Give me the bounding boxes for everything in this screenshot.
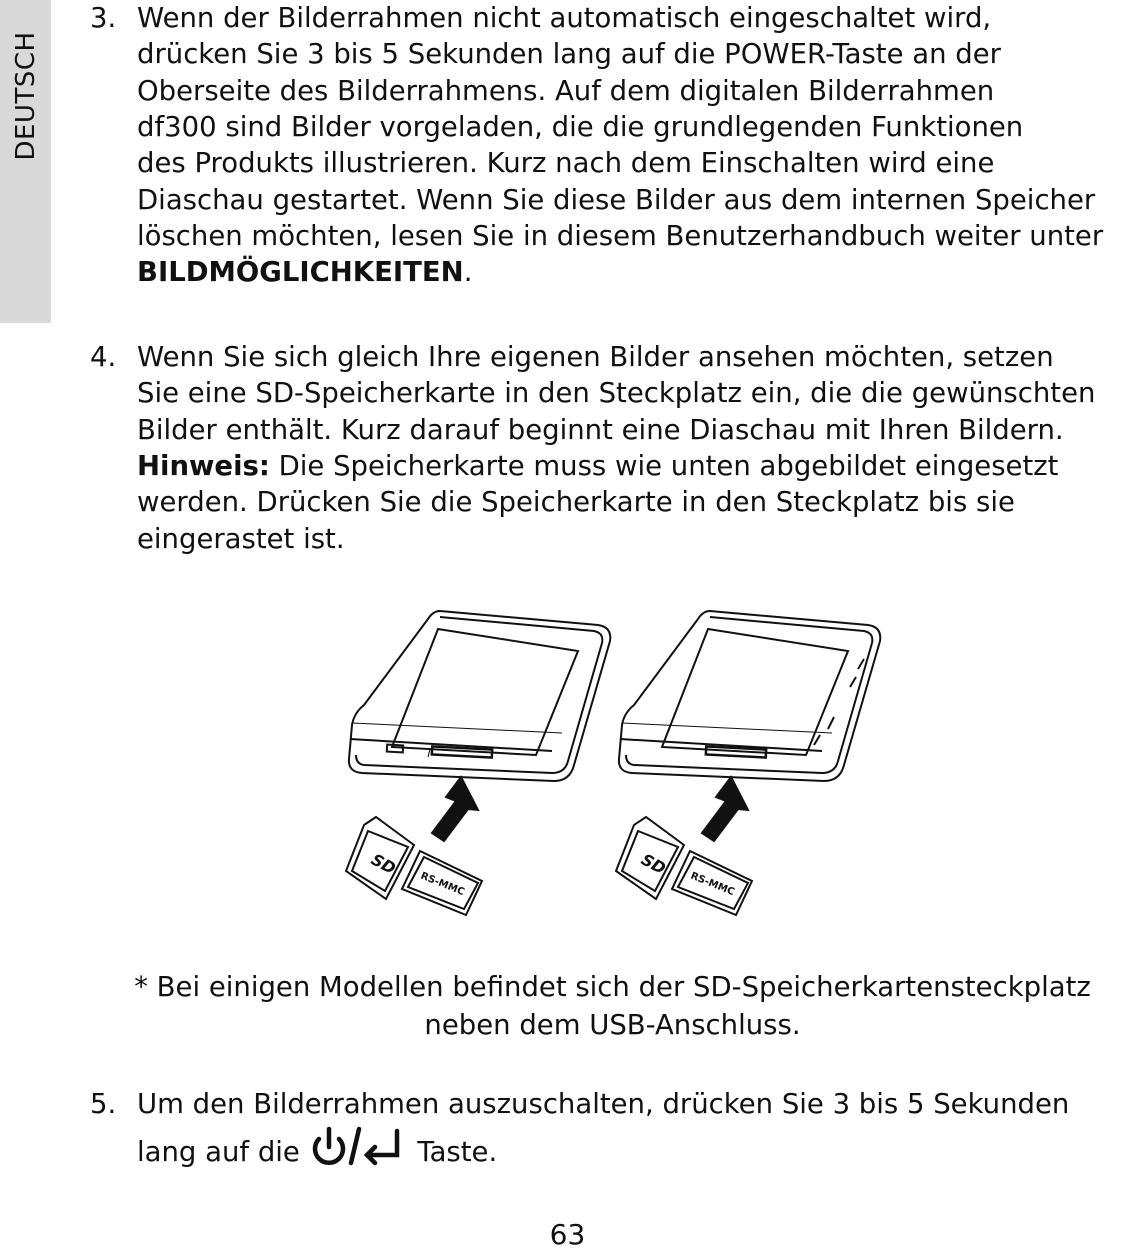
step-4-line: Wenn Sie sich gleich Ihre eigenen Bilder ansehen möchten, setzen [137,341,1054,373]
hint-text: Die Speicherkarte muss wie unten abgebildet eingesetzt [269,449,1059,482]
step-3-line: Wenn der Bilderrahmen nicht automatisch eingeschaltet wird, [137,2,992,34]
step-4-line: werden. Drücken Sie die Speicherkarte in den Steckplatz bis sie [137,486,1015,519]
step-number: 5. [90,1088,117,1120]
rs-mmc-label: RS-MMC [688,870,736,899]
svg-text:SD: SD [638,849,669,879]
rs-mmc-card-left [402,851,482,915]
picture-frame-right [619,611,880,781]
footnote [100,968,1125,1044]
step-3-line: des Produkts illustrieren. Kurz nach dem Einschalten wird eine [137,147,995,180]
step-5-text: Taste. [408,1136,498,1168]
step-number: 4. [90,341,117,373]
step-5 [90,1083,1135,1173]
step-4-line: Sie eine SD-Speicherkarte in den Steckplatz ein, die die gewünschten [137,377,1096,410]
insert-arrow-left-icon [432,777,478,841]
insert-arrow-right-icon [702,777,748,841]
step-4 [90,339,1135,569]
language-side-tab [0,0,51,323]
step-5-line-2 [137,1125,497,1173]
rs-mmc-card-right [672,851,752,915]
svg-text:SD: SD [368,849,399,879]
step-3-line: Oberseite des Bilderrahmens. Auf dem digitalen Bilderrahmen [137,74,995,107]
step-3-line: löschen möchten, lesen Sie in diesem Benutzerhandbuch weiter unter [137,219,1104,252]
step-3 [90,0,1135,300]
step-3-line: drücken Sie 3 bis 5 Sekunden lang auf die POWER-Taste an der [137,38,1001,71]
step-3-line-last [137,254,472,290]
rs-mmc-label: RS-MMC [418,870,466,899]
step-5-line: Um den Bilderrahmen auszuschalten, drücken Sie 3 bis 5 Sekunden [137,1088,1070,1120]
hint-label: Hinweis: [137,449,270,482]
power-enter-icon [309,1125,409,1167]
step-4-line: eingerastet ist. [137,522,345,555]
language-label: DEUTSCH [10,31,41,161]
footnote-line: neben dem USB-Anschluss. [424,1009,801,1041]
step-number: 3. [90,2,117,34]
page-number: 63 [549,1218,586,1251]
sd-card-insertion-figure [340,605,900,925]
step-3-line: Diaschau gestartet. Wenn Sie diese Bilder aus dem internen Speicher [137,183,1096,216]
bold-term: BILDMÖGLICHKEITEN [137,256,464,289]
footnote-line: * Bei einigen Modellen befindet sich der SD-Speicherkartensteckplatz [134,971,1091,1003]
step-3-line: df300 sind Bilder vorgeladen, die die grundlegenden Funktionen [137,110,1024,143]
bold-term-suffix: . [463,256,473,289]
step-4-line: Bilder enthält. Kurz darauf beginnt eine Diaschau mit Ihren Bildern. [137,413,1064,446]
step-4-hint-line [137,448,1058,484]
picture-frame-left [349,611,610,781]
step-5-text: lang auf die [137,1136,309,1168]
